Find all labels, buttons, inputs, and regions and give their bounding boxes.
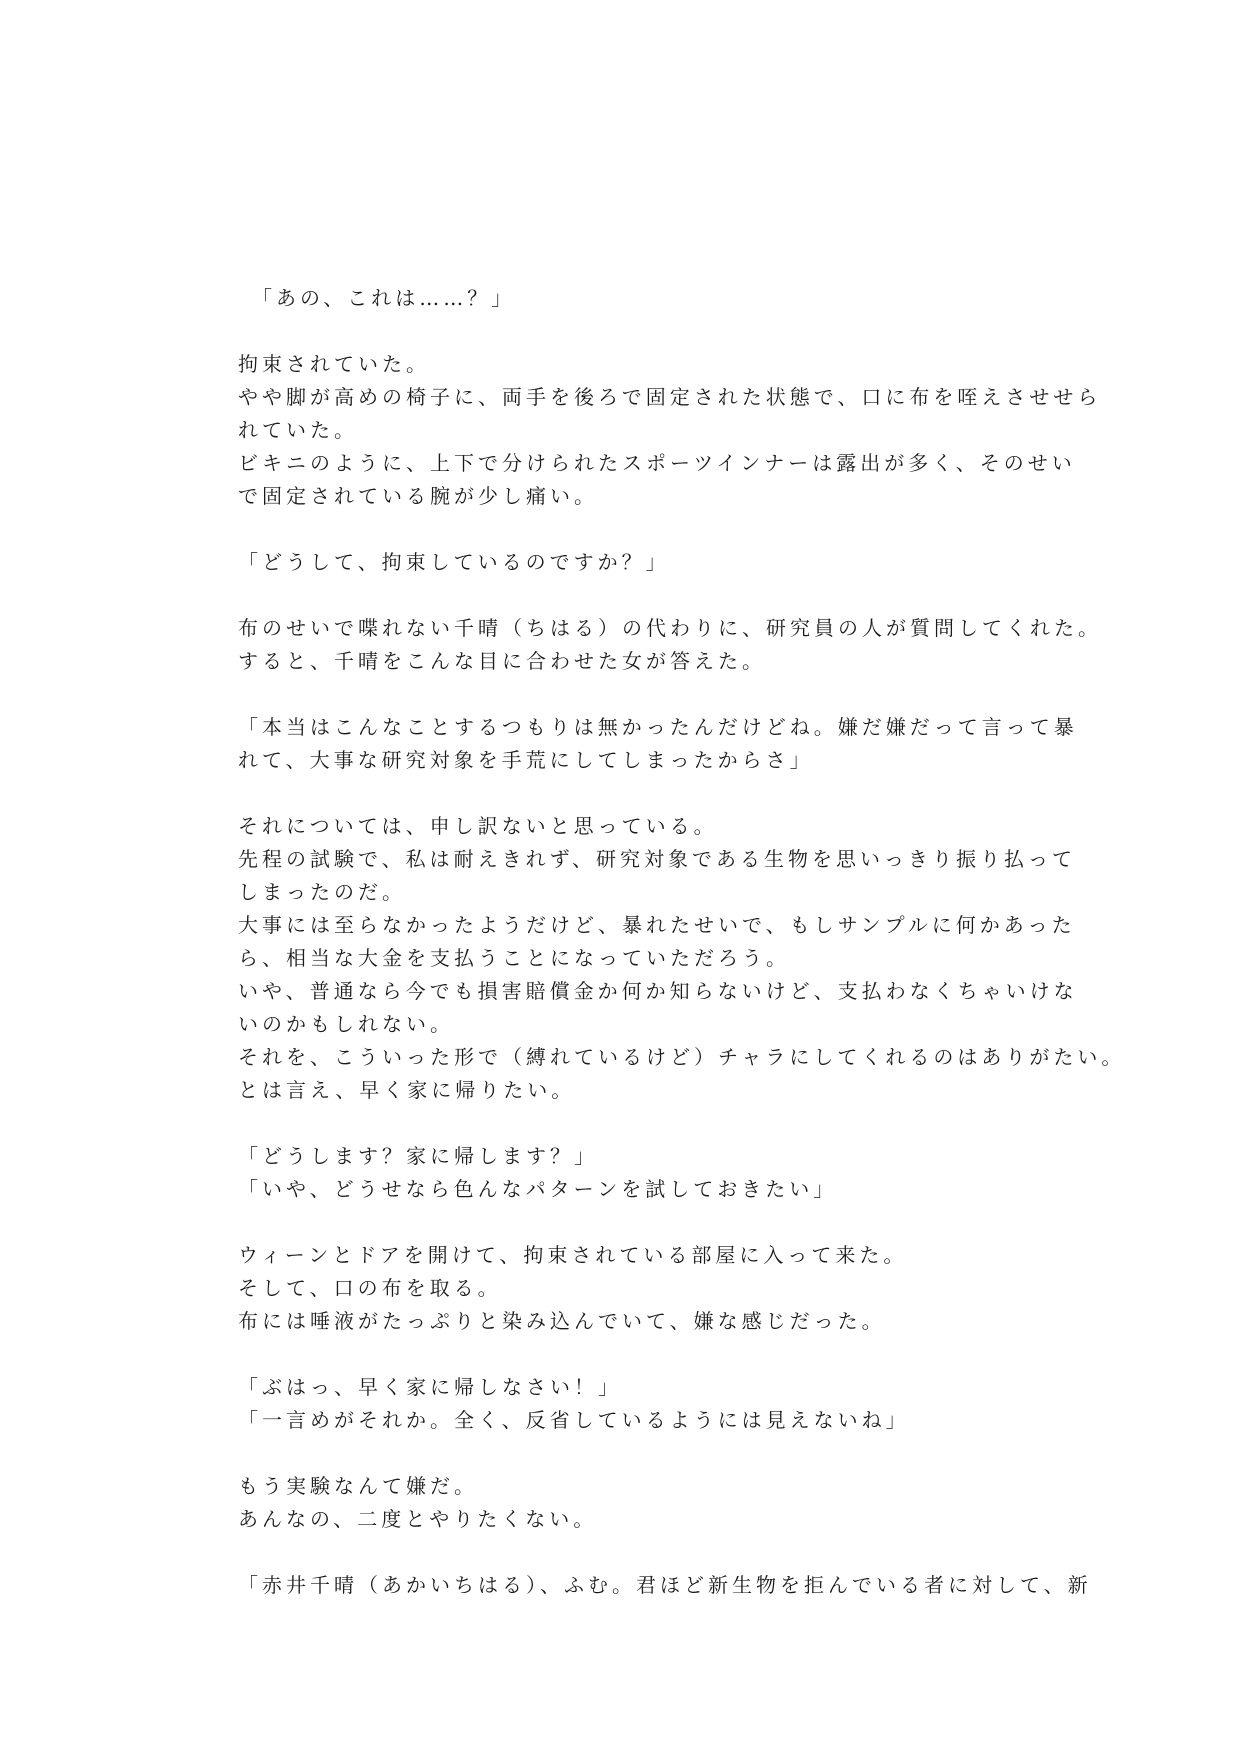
text-line: 「いや、どうせなら色んなパターンを試しておきたい」	[238, 1177, 838, 1201]
blank-line	[238, 1338, 1018, 1371]
text-line: 「ぶはっ、早く家に帰しなさい！」	[238, 1375, 622, 1399]
text-line: で固定されている腕が少し痛い。	[238, 484, 598, 508]
text-line: 大事には至らなかったようだけど、暴れたせいで、もしサンプルに何かあった	[238, 913, 1076, 937]
body-text	[238, 282, 1126, 1602]
text-line: 「一言めがそれか。全く、反省しているようには見えないね」	[238, 1408, 910, 1432]
blank-line	[238, 1107, 1018, 1140]
text-line: もう実験なんて嫌だ。	[238, 1474, 478, 1498]
text-line: あんなの、二度とやりたくない。	[238, 1507, 598, 1531]
blank-line	[238, 1437, 1018, 1470]
text-line: それについては、申し訳ないと思っている。	[238, 814, 718, 838]
blank-line	[238, 1206, 1018, 1239]
blank-line	[238, 315, 1018, 348]
text-line: すると、千晴をこんな目に合わせた女が答えた。	[238, 649, 766, 673]
text-line: れて、大事な研究対象を手荒にしてしまったからさ」	[238, 748, 814, 772]
blank-line	[238, 579, 1018, 612]
blank-line	[238, 513, 1018, 546]
text-line: いや、普通なら今でも損害賠償金か何か知らないけど、支払わなくちゃいけな	[238, 979, 1078, 1003]
text-line: ビキニのように、上下で分けられたスポーツインナーは露出が多く、そのせい	[238, 451, 1076, 475]
text-line: れていた。	[238, 418, 358, 442]
text-line: 「どうします？家に帰します？」	[238, 1144, 598, 1168]
text-line: 布のせいで喋れない千晴（ちはる）の代わりに、研究員の人が質問してくれた。	[238, 616, 1102, 640]
text-line: とは言え、早く家に帰りたい。	[238, 1078, 576, 1102]
text-line: いのかもしれない。	[238, 1012, 454, 1036]
blank-line	[238, 678, 1018, 711]
text-line: 布には唾液がたっぷりと染み込んでいて、嫌な感じだった。	[238, 1309, 886, 1333]
text-line: 「あの、これは……？」	[238, 286, 516, 310]
text-line: ら、相当な大金を支払うことになっていただろう。	[238, 946, 790, 970]
text-line: 「本当はこんなことするつもりは無かったんだけどね。嫌だ嫌だって言って暴	[238, 715, 1078, 739]
text-line: やや脚が高めの椅子に、両手を後ろで固定された状態で、口に布を咥えさせせら	[238, 385, 1102, 409]
text-line: 先程の試験で、私は耐えきれず、研究対象である生物を思いっきり振り払って	[238, 847, 1076, 871]
blank-line	[238, 777, 1018, 810]
text-line: 「赤井千晴（あかいちはる）、ふむ。君ほど新生物を拒んでいる者に対して、新	[238, 1573, 1092, 1597]
text-line: ウィーンとドアを開けて、拘束されている部屋に入って来た。	[238, 1243, 908, 1267]
text-line: そして、口の布を取る。	[238, 1276, 502, 1300]
text-line: 拘束されていた。	[238, 352, 430, 376]
text-line: それを、こういった形で（縛れているけど）チャラにしてくれるのはありがたい。	[238, 1045, 1126, 1069]
blank-line	[238, 1536, 1018, 1569]
text-line: しまったのだ。	[238, 880, 406, 904]
text-line: 「どうして、拘束しているのですか？」	[238, 550, 670, 574]
